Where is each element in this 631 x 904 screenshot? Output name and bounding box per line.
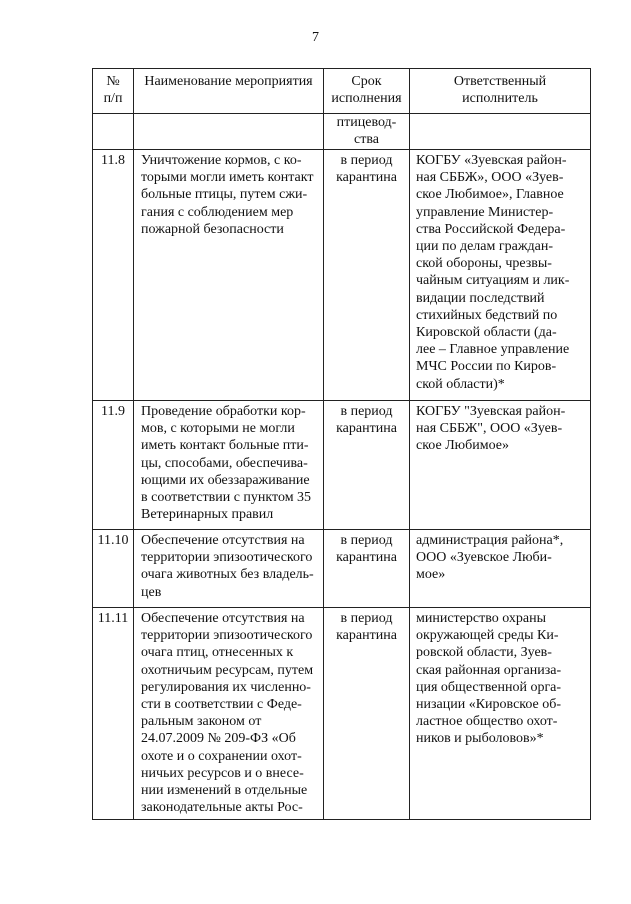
cell-name: Обеспечение отсутствия на территории эпизоотического очага птиц, отнесенных к охотничьим ресурсам, путем регулирования их численно- сти в соответствии с Феде- ральным законом от 24.07.2009 № 209-ФЗ «Об охоте и о сохранении охот- ничьих ресурсов и о внесе- нии изменений в отдельные законодательные акты Рос- — [134, 608, 324, 820]
cell-num: 11.8 — [93, 150, 134, 401]
measures-table — [92, 68, 591, 820]
table-row — [93, 608, 591, 820]
table-row — [93, 530, 591, 608]
cell-name — [134, 114, 324, 150]
cell-term: в период карантина — [324, 530, 410, 608]
cell-term: в период карантина — [324, 608, 410, 820]
cell-num: 11.10 — [93, 530, 134, 608]
cell-num — [93, 114, 134, 150]
table-header-row — [93, 69, 591, 114]
header-name: Наименование мероприятия — [134, 69, 324, 114]
table-row — [93, 150, 591, 401]
cell-term: в период карантина — [324, 401, 410, 530]
cell-term: птицевод- ства — [324, 114, 410, 150]
cell-resp: министерство охраны окружающей среды Ки- ровской области, Зуев- ская районная организа- ция общественной орга- низации «Кировское об- ластное общество охот- ников и рыболовов»* — [410, 608, 591, 820]
page-number: 7 — [312, 30, 319, 45]
cell-name: Проведение обработки кор- мов, с которыми не могли иметь контакт больные пти- цы, способами, обеспечива- ющими их обеззараживание в соответствии с пунктом 35 Ветеринарных правил — [134, 401, 324, 530]
cell-resp — [410, 114, 591, 150]
cell-num: 11.11 — [93, 608, 134, 820]
cell-num: 11.9 — [93, 401, 134, 530]
cell-term: в период карантина — [324, 150, 410, 401]
cell-resp: администрация района*, ООО «Зуевское Люби- мое» — [410, 530, 591, 608]
header-num: № п/п — [93, 69, 134, 114]
cell-name: Уничтожение кормов, с ко- торыми могли иметь контакт больные птицы, путем сжи- гания с соблюдением мер пожарной безопасности — [134, 150, 324, 401]
continuation-row — [93, 114, 591, 150]
cell-resp: КОГБУ «Зуевская район- ная СББЖ», ООО «Зуев- ское Любимое», Главное управление Министер- ства Российской Федера- ции по делам граждан- ской обороны, чрезвы- чайным ситуациям и лик- видации последствий стихийных бедствий по Кировской области (да- лее – Главное управление МЧС России по Киров- ской области)* — [410, 150, 591, 401]
cell-name: Обеспечение отсутствия на территории эпизоотического очага животных без владель- цев — [134, 530, 324, 608]
cell-resp: КОГБУ "Зуевская район- ная СББЖ", ООО «Зуев- ское Любимое» — [410, 401, 591, 530]
header-resp: Ответственный исполнитель — [410, 69, 591, 114]
header-term: Срок исполнения — [324, 69, 410, 114]
table-row — [93, 401, 591, 530]
